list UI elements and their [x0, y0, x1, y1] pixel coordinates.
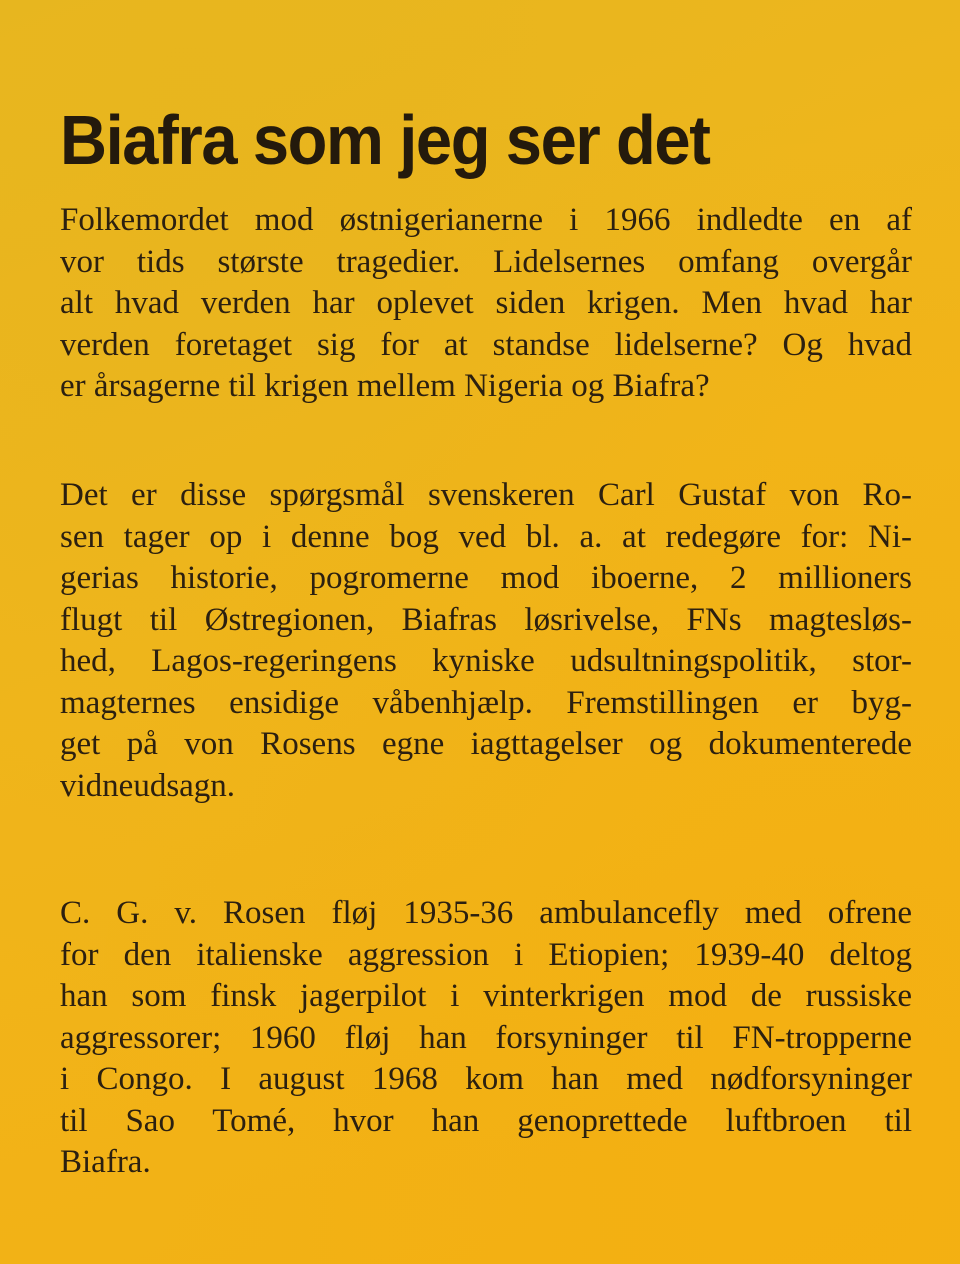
text-line: vidneudsagn.	[60, 767, 236, 804]
text-line: flugt til Østregionen, Biafras løsrivelse, FNs magtesløs-	[60, 601, 912, 638]
text-line: for den italienske aggression i Etiopien; 1939-40 deltog	[60, 936, 912, 973]
text-line: C. G. v. Rosen fløj 1935-36 ambulancefly med ofrene	[60, 895, 912, 931]
text-line: vor tids største tragedier. Lidelsernes omfang overgår	[60, 243, 912, 280]
text-line: aggressorer; 1960 fløj han forsyninger til FN-tropperne	[60, 1019, 912, 1056]
paragraph-intro	[60, 200, 912, 408]
text-line: get på von Rosens egne iagttagelser og dokumenterede	[60, 726, 912, 762]
text-line: sen tager op i denne bog ved bl. a. at redegøre for: Ni-	[60, 518, 912, 555]
text-line: i Congo. I august 1968 kom han med nødforsyninger	[60, 1061, 912, 1097]
page-title: Biafra som jeg ser det	[60, 101, 710, 179]
text-line: Biafra.	[60, 1144, 151, 1180]
text-line: til Sao Tomé, hvor han genoprettede luftbroen til	[60, 1102, 912, 1139]
text-line: Folkemordet mod østnigerianerne i 1966 indledte en af	[60, 202, 912, 238]
paragraph-summary	[60, 475, 912, 807]
text-line: gerias historie, pogromerne mod iboerne, 2 millioners	[60, 560, 912, 596]
text-line: Det er disse spørgsmål svenskeren Carl Gustaf von Ro-	[60, 477, 912, 513]
text-line: han som finsk jagerpilot i vinterkrigen mod de russiske	[60, 978, 912, 1014]
text-line: alt hvad verden har oplevet siden krigen. Men hvad har	[60, 285, 912, 321]
paragraph-author-bio	[60, 893, 912, 1184]
text-line: er årsagerne til krigen mellem Nigeria og Biafra?	[60, 368, 710, 404]
text-line: magternes ensidige våbenhjælp. Fremstillingen er byg-	[60, 684, 912, 721]
text-line: hed, Lagos-regeringens kyniske udsultningspolitik, stor-	[60, 643, 912, 679]
text-line: verden foretaget sig for at standse lidelserne? Og hvad	[60, 326, 912, 363]
